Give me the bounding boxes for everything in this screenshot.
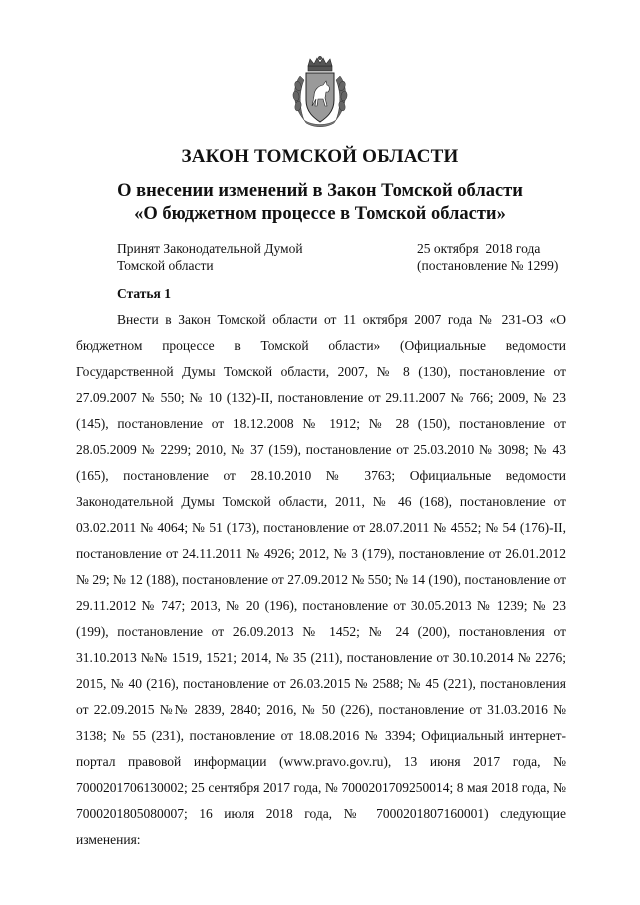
date-line-2: (постановление № 1299) [417, 258, 559, 273]
subtitle-line-1: О внесении изменений в Закон Томской области [117, 181, 523, 201]
adopted-line-1: Принят Законодательной Думой [117, 241, 303, 256]
law-title: ЗАКОН ТОМСКОЙ ОБЛАСТИ [181, 146, 459, 167]
adopted-line-2: Томской области [117, 258, 214, 273]
article-heading: Статья 1 [117, 286, 171, 301]
coat-of-arms-icon [290, 56, 350, 128]
article-text: Внести в Закон Томской области от 11 октября 2007 года № 231-ОЗ «О бюджетном процессе в Томской области» (Официальные ведомости Государственной Думы Томской области, 2007, № 8 (130), постановление от 27.09.2007 № 550; № 10 (132)-II, постановление от 29.11.2007 № 766; 2009, № 23 (145), постановление от 18.12.2008 № 1912; № 28 (150), постановление от 28.05.2009 № 2299; 2010, № 37 (159), постановление от 25.03.2010 № 3098; № 43 (165), постановление от 28.10.2010 № 3763; Официальные ведомости Законодательной Думы Томской области, 2011, № 46 (168), постановление от 03.02.2011 № 4064; № 51 (173), постановление от 28.07.2011 № 4552; № 54 (176)-II, постановление от 24.11.2011 № 4926; 2012, № 3 (179), постановление от 26.01.2012 № 29; № 12 (188), постановление от 27.09.2012 № 550; № 14 (190), постановление от 29.11.2012 № 747; 2013, № 20 (196), постановление от 30.05.2013 № 1239; № 23 (199), постановление от 26.09.2013 № 1452; № 24 (200), постановления от 31.10.2013 №№ 1519, 1521; 2014, № 35 (211), постановление от 30.10.2014 № 2276; 2015, № 40 (216), постановление от 26.03.2015 № 2588; № 45 (221), постановления от 22.09.2015 №№ 2839, 2840; 2016, № 50 (226), постановление от 31.03.2016 № 3138; № 55 (231), постановление от 18.08.2016 № 3394; Официальный интернет-портал правовой информации (www.pravo.gov.ru), 13 июня 2017 года, № 7000201706130002; 25 сентября 2017 года, № 7000201709250014; 8 мая 2018 года, № 7000201805080007; 16 июля 2018 года, № 7000201807160001) следующие изменения: [76, 312, 566, 847]
subtitle-line-2: «О бюджетном процессе в Томской области» [134, 204, 506, 224]
date-line-1: 25 октября 2018 года [417, 241, 541, 256]
law-subtitle [0, 180, 640, 226]
adoption-date [417, 240, 558, 274]
adopted-by [117, 240, 303, 274]
